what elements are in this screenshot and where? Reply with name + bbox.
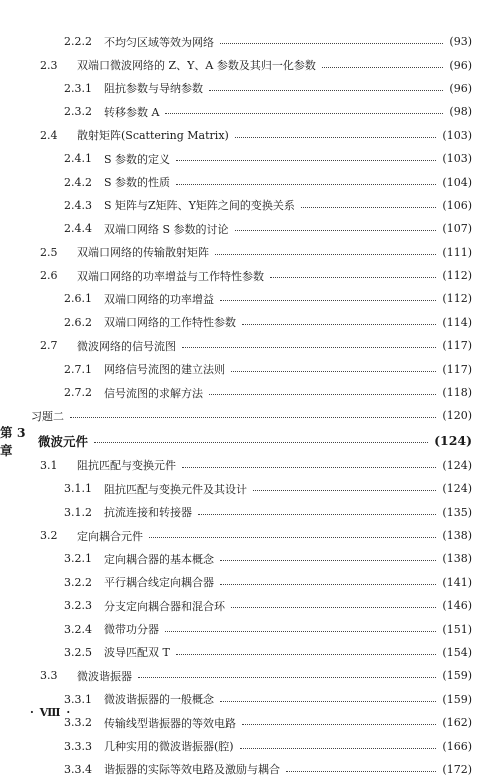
entry-number: 2.7.2	[64, 386, 92, 400]
entry-number: 2.4.1	[64, 152, 92, 166]
entry-page-number: (124)	[442, 458, 472, 472]
entry-title: 微波谐振器	[77, 669, 132, 683]
dot-leader	[220, 300, 436, 301]
dot-leader	[220, 701, 436, 702]
toc-entry	[0, 147, 500, 170]
entry-number: 3.1	[40, 458, 58, 472]
dot-leader	[235, 137, 437, 138]
entry-title: S 参数的定义	[104, 152, 171, 166]
entry-title: 习题二	[31, 409, 64, 423]
entry-page-number: (172)	[442, 762, 472, 776]
entry-number: 2.5	[40, 245, 58, 259]
toc-entry	[0, 124, 500, 147]
entry-title: 阻抗匹配与变换元件	[77, 459, 176, 473]
entry-page-number: (107)	[442, 222, 472, 236]
toc-entry	[0, 734, 500, 757]
entry-page-number: (146)	[442, 599, 472, 613]
entry-title: S 参数的性质	[104, 176, 171, 190]
dot-leader	[176, 160, 436, 161]
entry-number: 2.6.2	[64, 315, 92, 329]
toc-entry	[0, 500, 500, 523]
toc-entry	[0, 547, 500, 570]
entry-title: 双端口网络的功率增益与工作特性参数	[77, 269, 264, 283]
entry-page-number: (141)	[442, 575, 472, 589]
toc-entry	[0, 758, 500, 781]
table-of-contents	[0, 30, 500, 781]
dot-leader	[235, 230, 437, 231]
dot-leader	[176, 654, 437, 655]
toc-entry	[0, 454, 500, 477]
toc-entry	[0, 287, 500, 310]
entry-page-number: (103)	[442, 128, 472, 142]
entry-title: 几种实用的微波谐振器(腔)	[104, 740, 234, 754]
entry-title: 双端口网络的工作特性参数	[104, 316, 236, 330]
entry-page-number: (111)	[442, 245, 472, 259]
entry-page-number: (112)	[442, 269, 472, 283]
dot-leader	[94, 442, 428, 443]
page-number-footer: · Ⅷ ·	[30, 706, 72, 719]
dot-leader	[220, 584, 436, 585]
entry-title: 阻抗匹配与变换元件及其设计	[104, 482, 247, 496]
dot-leader	[220, 560, 436, 561]
entry-page-number: (93)	[449, 35, 472, 49]
entry-number: 2.3.2	[64, 105, 92, 119]
toc-entry	[0, 334, 500, 357]
toc-entry	[0, 30, 500, 53]
entry-number: 2.3	[40, 58, 58, 72]
entry-number: 2.4	[40, 128, 58, 142]
entry-number: 3.3.3	[64, 739, 92, 753]
entry-title: 转移参数 A	[104, 105, 160, 119]
entry-title: 网络信号流图的建立法则	[104, 363, 225, 377]
toc-entry	[0, 170, 500, 193]
dot-leader	[242, 324, 436, 325]
toc-entry	[0, 404, 500, 427]
entry-title: 微波谐振器的一般概念	[104, 693, 214, 707]
entry-number: 3.3.2	[64, 716, 92, 730]
entry-page-number: (96)	[449, 81, 472, 95]
dot-leader	[286, 771, 436, 772]
entry-page-number: (96)	[449, 58, 472, 72]
entry-page-number: (104)	[442, 175, 472, 189]
toc-entry	[0, 711, 500, 734]
entry-number: 2.2.2	[64, 35, 92, 49]
dot-leader	[242, 724, 436, 725]
entry-title: 传输线型谐振器的等效电路	[104, 716, 236, 730]
entry-number: 第 3 章	[0, 424, 26, 458]
entry-page-number: (106)	[442, 198, 472, 212]
entry-page-number: (159)	[442, 669, 472, 683]
toc-entry	[0, 100, 500, 123]
entry-title: 谐振器的实际等效电路及激励与耦合	[104, 763, 280, 777]
dot-leader	[138, 677, 436, 678]
entry-number: 2.3.1	[64, 81, 92, 95]
dot-leader	[149, 537, 436, 538]
entry-page-number: (154)	[442, 645, 472, 659]
dot-leader	[165, 631, 436, 632]
toc-entry	[0, 194, 500, 217]
dot-leader	[198, 514, 436, 515]
toc-entry	[0, 217, 500, 240]
toc-entry	[0, 357, 500, 380]
entry-title: 散射矩阵(Scattering Matrix)	[77, 129, 229, 143]
toc-entry	[0, 664, 500, 687]
entry-number: 2.4.3	[64, 198, 92, 212]
dot-leader	[215, 254, 436, 255]
entry-number: 3.3	[40, 669, 58, 683]
toc-entry	[0, 77, 500, 100]
entry-number: 2.4.2	[64, 175, 92, 189]
dot-leader	[231, 607, 436, 608]
dot-leader	[176, 184, 436, 185]
entry-title: S 矩阵与Z矩阵、Y矩阵之间的变换关系	[104, 199, 295, 213]
dot-leader	[209, 90, 443, 91]
entry-page-number: (151)	[442, 622, 472, 636]
entry-page-number: (124)	[434, 433, 472, 449]
entry-page-number: (103)	[442, 152, 472, 166]
entry-page-number: (117)	[442, 362, 472, 376]
entry-title: 波导匹配双 T	[104, 646, 170, 660]
entry-page-number: (98)	[449, 105, 472, 119]
entry-title: 微波元件	[38, 433, 89, 449]
toc-entry	[0, 641, 500, 664]
dot-leader	[70, 417, 436, 418]
dot-leader	[231, 371, 436, 372]
entry-title: 微带功分器	[104, 623, 159, 637]
entry-title: 抗流连接和转接器	[104, 506, 192, 520]
entry-page-number: (138)	[442, 529, 472, 542]
entry-number: 3.3.1	[64, 692, 92, 706]
entry-number: 3.2.4	[64, 622, 92, 636]
entry-title: 定向耦合元件	[77, 529, 143, 543]
toc-entry	[0, 311, 500, 334]
entry-number: 2.6.1	[64, 292, 92, 306]
dot-leader	[301, 207, 436, 208]
entry-title: 平行耦合线定向耦合器	[104, 576, 214, 590]
entry-page-number: (138)	[442, 552, 472, 566]
entry-title: 定向耦合器的基本概念	[104, 552, 214, 566]
entry-number: 3.1.2	[64, 505, 92, 519]
entry-number: 2.4.4	[64, 222, 92, 236]
dot-leader	[240, 748, 437, 749]
entry-number: 3.2	[40, 529, 58, 542]
entry-title: 双端口微波网络的 Z、Y、A 参数及其归一化参数	[77, 59, 316, 73]
toc-entry	[0, 524, 500, 547]
entry-page-number: (124)	[442, 482, 472, 496]
entry-title: 分支定向耦合器和混合环	[104, 599, 225, 613]
entry-page-number: (166)	[442, 739, 472, 753]
dot-leader	[322, 67, 444, 68]
entry-number: 2.7	[40, 339, 58, 353]
dot-leader	[220, 43, 443, 44]
entry-page-number: (112)	[442, 292, 472, 306]
entry-title: 双端口网络的功率增益	[104, 292, 214, 306]
toc-entry	[0, 241, 500, 264]
dot-leader	[165, 113, 443, 114]
toc-entry	[0, 264, 500, 287]
toc-entry	[0, 594, 500, 617]
entry-title: 阻抗参数与导纳参数	[104, 82, 203, 96]
entry-title: 双端口网络的传输散射矩阵	[77, 246, 209, 260]
toc-entry	[0, 617, 500, 640]
entry-page-number: (135)	[442, 505, 472, 519]
entry-number: 2.6	[40, 269, 58, 283]
dot-leader	[182, 467, 436, 468]
entry-title: 双端口网络 S 参数的讨论	[104, 222, 229, 236]
entry-page-number: (162)	[442, 716, 472, 730]
entry-title: 微波网络的信号流图	[77, 339, 176, 353]
toc-chapter-entry	[0, 424, 500, 458]
entry-title: 信号流图的求解方法	[104, 386, 203, 400]
toc-entry	[0, 53, 500, 76]
entry-number: 3.2.1	[64, 552, 92, 566]
toc-entry	[0, 571, 500, 594]
entry-page-number: (118)	[442, 386, 472, 400]
toc-entry	[0, 381, 500, 404]
toc-entry	[0, 688, 500, 711]
entry-page-number: (120)	[442, 409, 472, 423]
entry-page-number: (159)	[442, 692, 472, 706]
entry-number: 3.1.1	[64, 482, 92, 496]
dot-leader	[209, 394, 436, 395]
entry-number: 2.7.1	[64, 362, 92, 376]
entry-number: 3.2.5	[64, 645, 92, 659]
entry-page-number: (117)	[442, 339, 472, 353]
entry-number: 3.2.3	[64, 599, 92, 613]
dot-leader	[270, 277, 436, 278]
entry-title: 不均匀区域等效为网络	[104, 35, 214, 49]
dot-leader	[253, 490, 436, 491]
toc-entry	[0, 477, 500, 500]
entry-number: 3.3.4	[64, 762, 92, 776]
entry-number: 3.2.2	[64, 575, 92, 589]
entry-page-number: (114)	[442, 315, 472, 329]
dot-leader	[182, 347, 436, 348]
